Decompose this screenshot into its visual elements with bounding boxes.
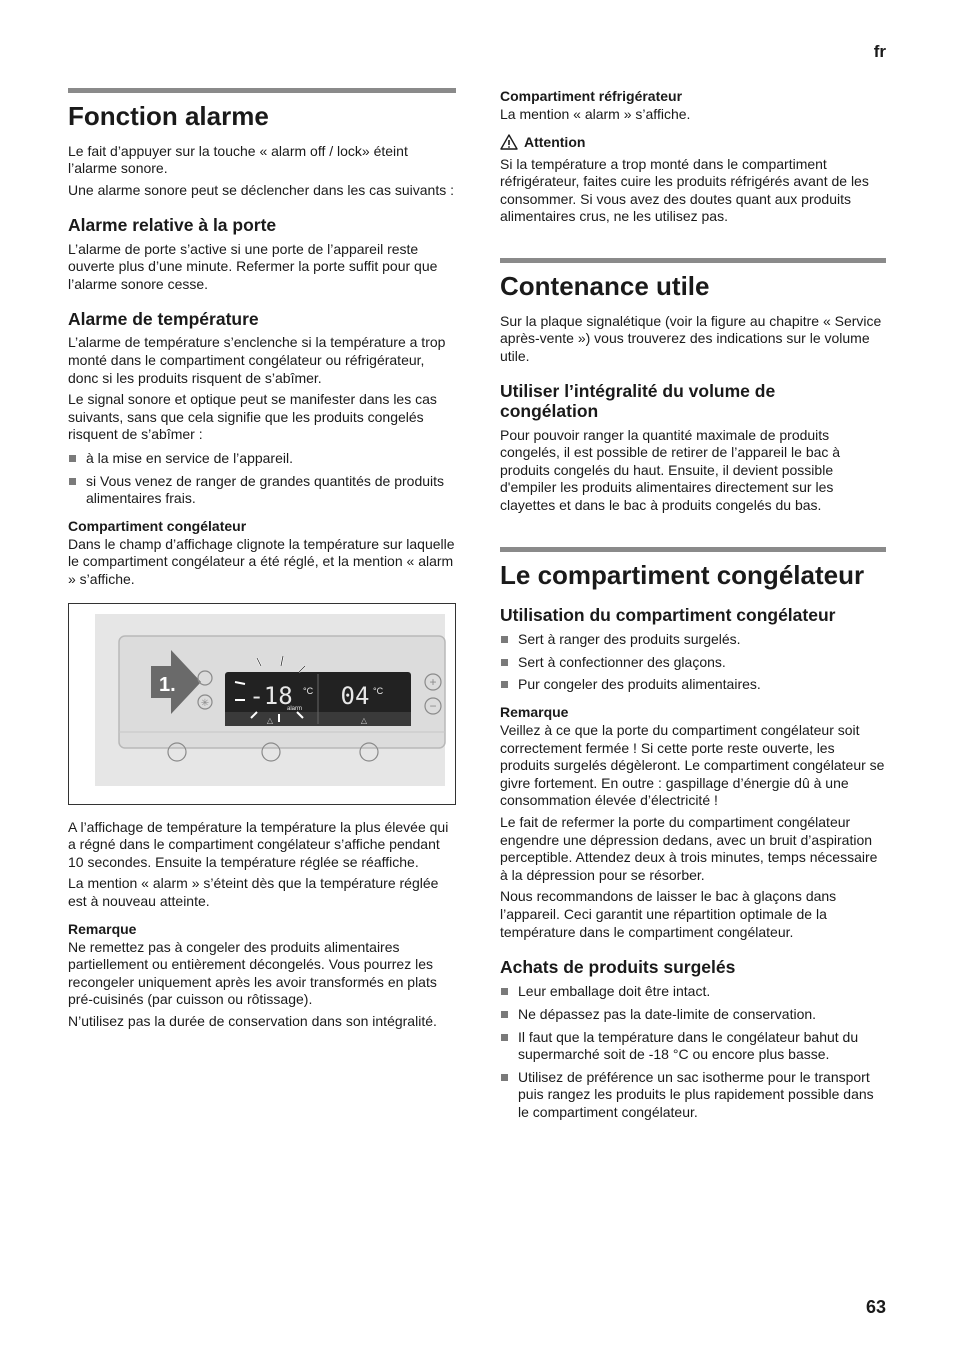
list-item: Sert à confectionner des glaçons.: [500, 654, 886, 672]
list-item: Utilisez de préférence un sac isotherme pour le transport puis rangez les produits le plus rapidement possible dans le compartiment congélateur.: [500, 1069, 886, 1122]
fridge-warning-icon: △: [360, 715, 368, 725]
heading-buying-frozen: Achats de produits surgelés: [500, 957, 736, 978]
list-item: Il faut que la température dans le congélateur bahut du supermarché soit de -18 °C ou encore plus basse.: [500, 1029, 886, 1064]
attention-block: [500, 134, 886, 150]
note-text-2: N’utilisez pas la durée de conservation dans son intégralité.: [68, 1012, 437, 1029]
heading-door-alarm: Alarme relative à la porte: [68, 215, 277, 236]
compartment-note-text-1: Veillez à ce que la porte du compartiment congélateur soit correctement fermée ! Si cette porte reste ouverte, les produits surgelés dégèleront. Le compartiment congélateur se givre fortement. En outre : gaspillage d’énergie dû à une consommation élevée d’électricité !: [500, 722, 885, 809]
list-item: Leur emballage doit être intact.: [500, 983, 886, 1001]
intro-paragraph-1: Le fait d’appuyer sur la touche « alarm off / lock» éteint l’alarme sonore.: [68, 142, 408, 177]
heading-freezer-compartment: Compartiment congélateur: [68, 517, 247, 534]
full-volume-text: Pour pouvoir ranger la quantité maximale de produits congelés, il est possible de retirer de l’appareil le bac à produits congelés du haut. Ensuite, il devient possible d'empiler les produits alimentaires directement sur les clayettes et dans le bac à produits congelés du bas.: [500, 426, 841, 513]
warning-triangle-icon: [500, 134, 518, 150]
freezer-temperature-readout: -18: [249, 681, 293, 710]
temperature-alarm-text-1: L’alarme de température s’enclenche si la température a trop monté dans le compartiment congélateur ou réfrigérateur, donc si les produits risquent de s’abîmer.: [68, 334, 446, 386]
section-rule: [68, 88, 456, 93]
list-item: Sert à ranger des produits surgelés.: [500, 631, 886, 649]
list-item: Ne dépassez pas la date-limite de conservation.: [500, 1006, 886, 1024]
heading-fridge-compartment: Compartiment réfrigérateur: [500, 88, 683, 104]
fridge-temperature-readout: 04: [340, 681, 370, 710]
alarm-indicator-label: alarm: [287, 705, 303, 712]
right-column: [500, 88, 886, 1127]
heading-note-right: Remarque: [500, 704, 569, 721]
snowflake-icon: ✳: [200, 697, 210, 709]
compartment-note-text-3: Nous recommandons de laisser le bac à glaçons dans l’appareil. Ceci garantit une répartition optimale de la température dans le compartiment congélateur.: [500, 888, 837, 940]
section-rule: [500, 547, 886, 552]
intro-paragraph-2: Une alarme sonore peut se déclencher dans les cas suivants :: [68, 181, 454, 198]
left-column: [68, 88, 456, 1034]
after-figure-text-1: A l’affichage de température la température la plus élevée qui a régné dans le compartiment congélateur s’affiche pendant 10 secondes. Ensuite la température réglée se réaffiche.: [68, 818, 449, 870]
freezer-warning-icon: △: [266, 715, 274, 725]
attention-text: Si la température a trop monté dans le compartiment réfrigérateur, faites cuire les produits réfrigérés avant de les consommer. Si vous avez des doutes quant aux produits alimentaires crus, ne les utilisez pas.: [500, 155, 869, 225]
freezer-unit-label: °C: [303, 685, 314, 696]
control-panel-illustration: [69, 604, 455, 804]
list-item: Pur congeler des produits alimentaires.: [500, 676, 886, 694]
title-fonction-alarme: Fonction alarme: [68, 101, 269, 131]
heading-usage: Utilisation du compartiment congélateur: [500, 605, 836, 626]
plus-sign-icon: +: [429, 674, 437, 689]
heading-temperature-alarm: Alarme de température: [68, 309, 259, 330]
buying-list: [500, 983, 886, 1121]
control-panel-figure: [68, 603, 456, 805]
after-figure-text-2: La mention « alarm » s’éteint dès que la température réglée est à nouveau atteinte.: [68, 875, 439, 909]
heading-attention: Attention: [524, 133, 586, 150]
title-compartiment-congelateur: Le compartiment congélateur: [500, 559, 865, 590]
note-text-1: Ne remettez pas à congeler des produits alimentaires partiellement ou entièrement décongelés. Vous pourrez les recongeler uniquement après les avoir transformés en plats pré-cuisinés (par cuisson ou rôtissage).: [68, 938, 437, 1008]
minus-sign-icon: −: [429, 698, 437, 713]
page-number: 63: [865, 1297, 886, 1317]
section-rule: [500, 258, 886, 263]
capacity-text: Sur la plaque signalétique (voir la figure au chapitre « Service après-vente ») vous trouverez des indications sur le volume utile.: [500, 312, 882, 364]
temperature-alarm-list: [68, 450, 456, 508]
door-alarm-text: L’alarme de porte s’active si une porte de l’appareil reste ouverte plus d’une minute. Refermer la porte suffit pour que l’alarme sonore cesse.: [68, 240, 438, 292]
temperature-alarm-text-2: Le signal sonore et optique peut se manifester dans les cas suivants, sans que cela signifie que les produits congelés risquent de s’abîmer :: [68, 391, 437, 443]
heading-note-left: Remarque: [68, 920, 137, 937]
language-code: fr: [873, 42, 886, 61]
list-item: si Vous venez de ranger de grandes quantités de produits alimentaires frais.: [68, 473, 456, 508]
step-number: 1.: [159, 673, 176, 696]
fridge-compartment-text: La mention « alarm » s’affiche.: [500, 106, 691, 122]
freezer-compartment-text: Dans le champ d’affichage clignote la température sur laquelle le compartiment congélateur a été réglé, et la mention « alarm » s’affiche.: [68, 535, 455, 587]
fridge-unit-label: °C: [373, 685, 384, 696]
compartment-note-text-2: Le fait de refermer la porte du compartiment congélateur engendre une dépression dedans, avec un bruit d’aspiration perceptible. Attendez deux à trois minutes, temps nécessaire à la dépression pour se résorber.: [500, 814, 878, 883]
usage-list: [500, 631, 886, 694]
heading-full-volume: Utiliser l’intégralité du volume de congélation: [500, 381, 776, 422]
list-item: à la mise en service de l’appareil.: [68, 450, 456, 468]
title-contenance-utile: Contenance utile: [500, 270, 710, 301]
